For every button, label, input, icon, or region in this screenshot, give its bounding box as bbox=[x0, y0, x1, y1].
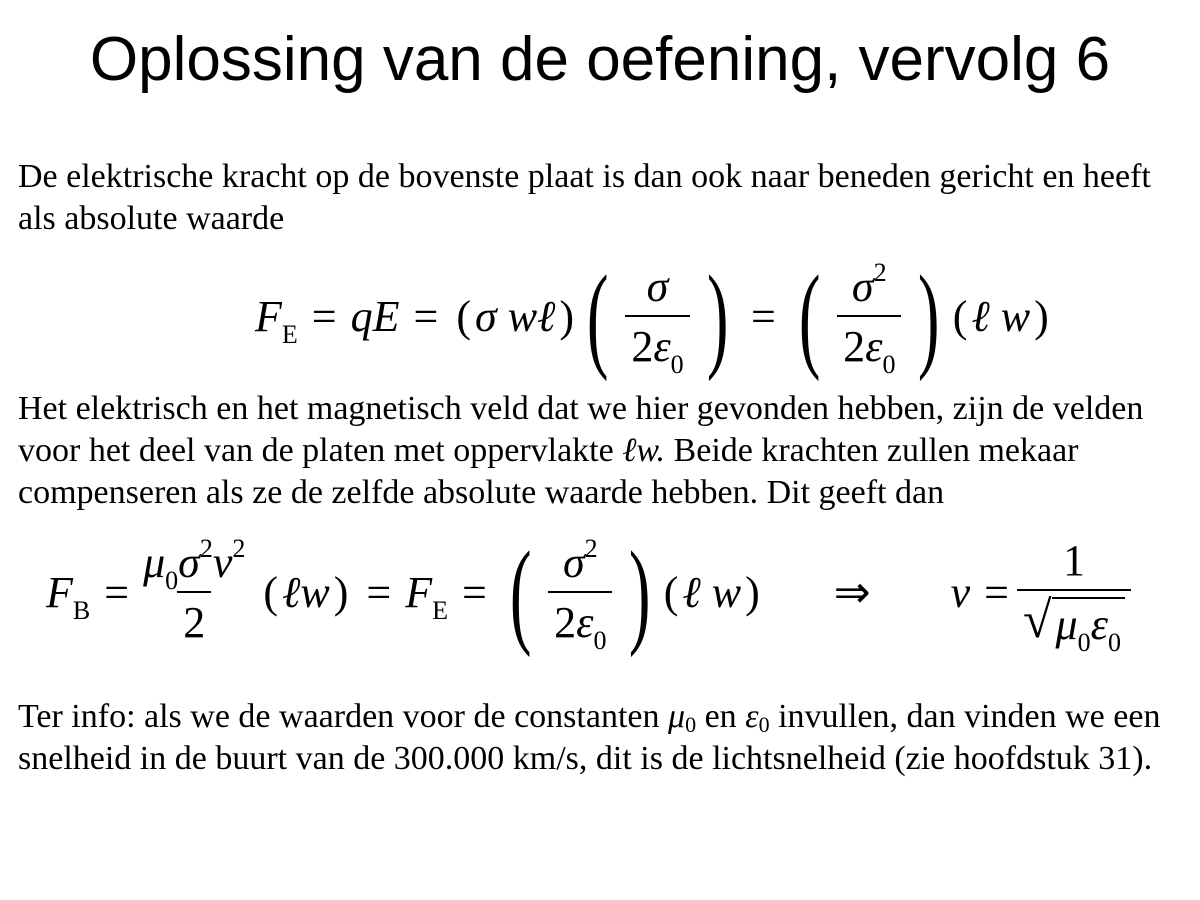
eq2-bigparen-open: ( bbox=[509, 527, 532, 658]
eq1-fraction-1: $\frac{\sigma}{2\varepsilon_0}$ bbox=[625, 265, 689, 369]
eq1-paren-open: ( bbox=[456, 292, 471, 341]
eq1-bigparen-open-1: ( bbox=[586, 251, 609, 382]
eq2-bigparen-close: ) bbox=[629, 527, 651, 658]
eq1-F: $F_E$ bbox=[255, 292, 298, 349]
eq2-implies-arrow: ⇒ bbox=[833, 568, 871, 617]
eq2-paren-open-1: ( bbox=[263, 568, 279, 617]
eq2-paren-open-2: ( bbox=[663, 568, 679, 617]
equation-force-balance bbox=[46, 527, 1139, 658]
paragraph-electric-force: De elektrische kracht op de bovenste plaat is dan ook naar beneden gericht en heeft als absolute waarde bbox=[18, 158, 1151, 237]
equation-electric-force bbox=[255, 251, 1053, 382]
slide-title: Oplossing van de oefening, vervolg 6 bbox=[89, 25, 1111, 94]
eq1-paren-close-2: ) bbox=[1034, 292, 1049, 341]
eq2-paren-close-2: ) bbox=[745, 568, 760, 617]
eq2-equals-1: = bbox=[104, 568, 130, 617]
eq1-equals-3: = bbox=[750, 292, 776, 341]
eq2-fraction-electric: $\frac{\sigma^2}{2\varepsilon_0}$ bbox=[548, 541, 612, 645]
eq1-equals-2: = bbox=[413, 292, 439, 341]
eq1-sigma-w-ell: σ wℓ bbox=[474, 292, 556, 341]
eq1-equals-1: = bbox=[311, 292, 337, 341]
eq2-equals-3: = bbox=[462, 568, 487, 617]
paragraph-fields: Het elektrisch en het magnetisch veld dat we hier gevonden hebben, zijn de velden voor het deel van de platen met oppervlakte ℓw. Beide krachten zullen mekaar compenseren als ze de zelfde absolute waarde hebben. Dit geeft dan bbox=[18, 390, 1144, 511]
eq2-FE: $F_E$ bbox=[405, 568, 448, 625]
eq2-paren-close-1: ) bbox=[333, 568, 349, 617]
eq2-sqrt: √ $\mu_0\varepsilon_0$ bbox=[1023, 595, 1125, 647]
eq1-ell-w: ℓ w bbox=[971, 292, 1031, 341]
eq1-fraction-2: $\frac{\sigma^2}{2\varepsilon_0}$ bbox=[837, 265, 901, 369]
eq2-ell-w-2: ℓ w bbox=[682, 568, 742, 617]
paragraph-info: Ter info: als we de waarden voor de constanten $\mu_0$ en $\varepsilon_0$ invullen, dan vinden we een snelheid in de buurt van de 300.000 km/s, dit is de lichtsnelheid (zie hoofdstuk 31). bbox=[18, 698, 1161, 777]
eq1-q: q bbox=[350, 292, 373, 341]
eq2-ell-w-1: ℓw bbox=[282, 568, 330, 617]
eq1-paren-open-2: ( bbox=[952, 292, 968, 341]
eq1-bigparen-close-2: ) bbox=[918, 251, 940, 382]
eq2-fraction-speed: 1 √ $\mu_0\varepsilon_0$ bbox=[1017, 539, 1131, 647]
eq1-paren-close: ) bbox=[559, 292, 575, 341]
eq2-FB: $F_B$ bbox=[46, 568, 91, 625]
eq2-fraction-magnetic: $\frac{\mu_0\sigma^2v^2}{2}$ bbox=[143, 534, 246, 647]
eq2-v: v bbox=[950, 568, 971, 617]
eq2-equals-4: = bbox=[984, 568, 1009, 617]
eq2-equals-2: = bbox=[366, 568, 392, 617]
eq1-bigparen-open-2: ( bbox=[798, 251, 821, 382]
eq1-bigparen-close-1: ) bbox=[706, 251, 729, 382]
eq1-E: E bbox=[372, 292, 400, 341]
